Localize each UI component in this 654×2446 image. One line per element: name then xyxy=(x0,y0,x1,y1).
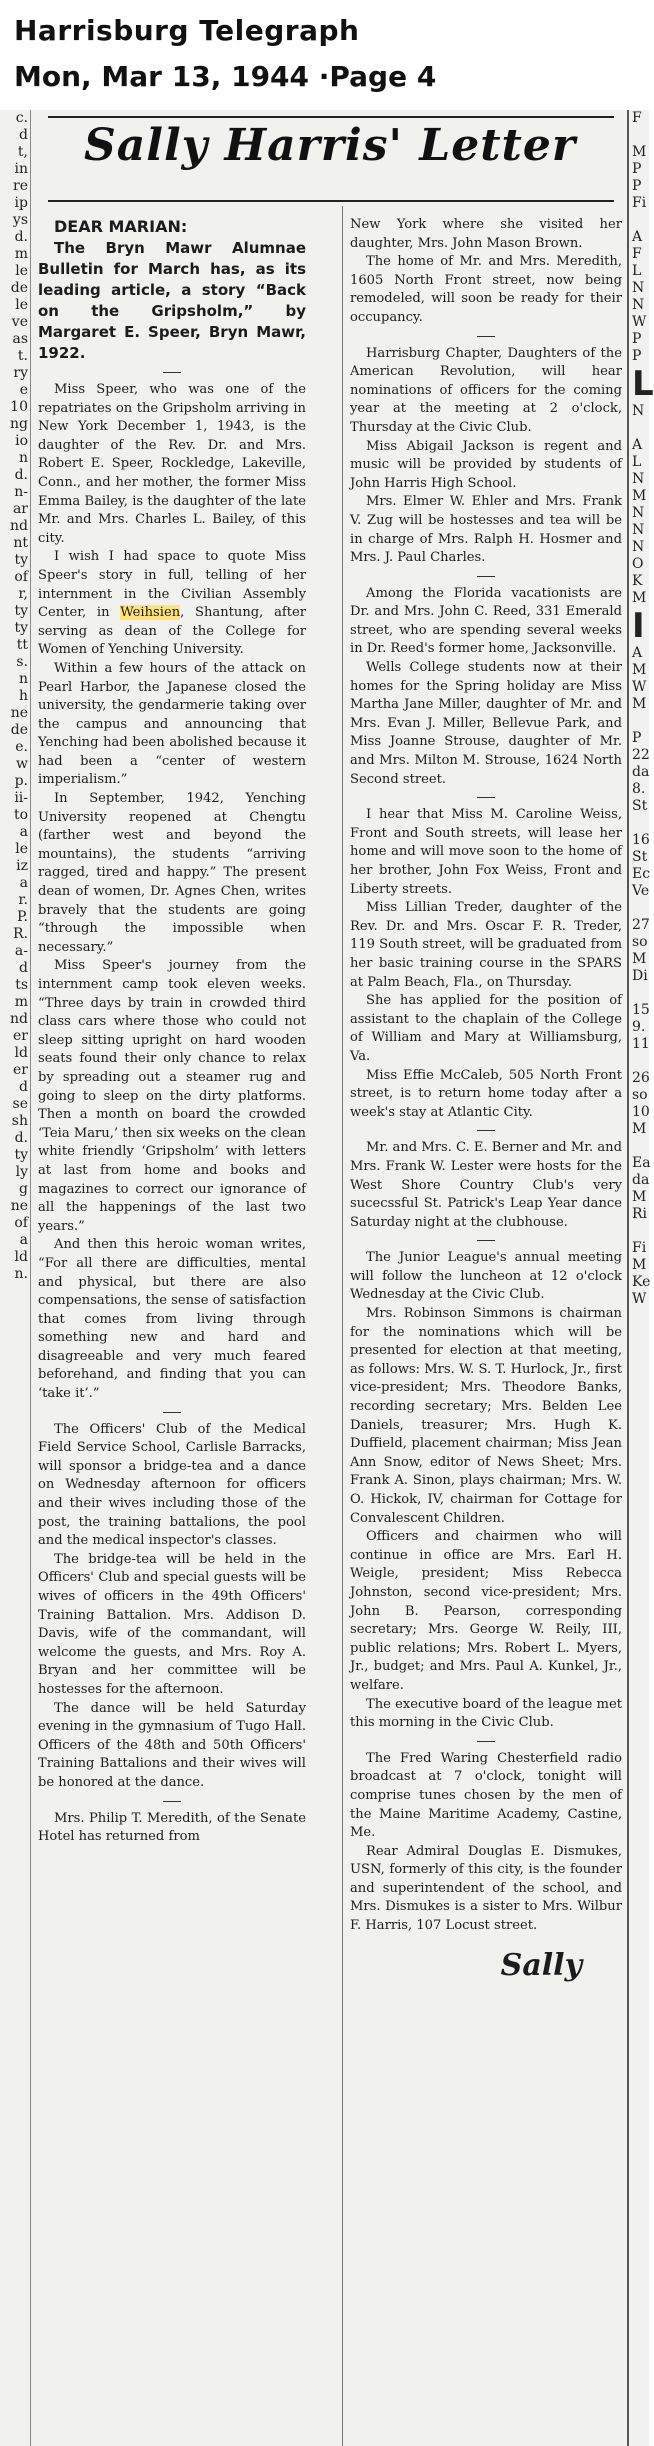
separator xyxy=(163,1801,181,1802)
right-fragment: Ec xyxy=(632,866,651,882)
left-fragment: ty xyxy=(14,603,28,619)
right-fragment: so xyxy=(632,1087,648,1103)
separator xyxy=(477,1240,495,1241)
left-fragment: le xyxy=(15,297,28,313)
separator xyxy=(477,797,495,798)
left-fragment: s. xyxy=(16,654,28,670)
separator xyxy=(477,1741,495,1742)
right-fragment: F xyxy=(632,110,642,126)
right-fragment: 27 xyxy=(632,917,650,933)
paragraph: Mrs. Philip T. Meredith, of the Senate Hotel has returned from xyxy=(38,1810,306,1845)
right-fragment: M xyxy=(632,488,647,504)
left-fragment: m xyxy=(14,994,28,1010)
lead-paragraph: The Bryn Mawr Alumnae Bulletin for March has, as its leading article, a story “Back on the Gripsholm,” by Margaret E. Speer, Bryn Mawr, 1922. xyxy=(38,239,306,362)
left-fragment: m xyxy=(14,246,28,262)
right-fragment: P xyxy=(632,730,642,746)
right-fragment: P xyxy=(632,331,642,347)
right-fragment xyxy=(629,127,651,144)
left-fragment: iz xyxy=(16,858,28,874)
left-fragment: ng xyxy=(10,416,28,432)
right-fragment: F xyxy=(632,246,642,262)
separator xyxy=(477,1130,495,1131)
newspaper-title: Harrisburg Telegraph xyxy=(14,14,360,47)
right-fragment: W xyxy=(632,679,647,695)
text-run: , Shantung, after serving as dean of the College for Women of Yenching University. xyxy=(38,605,306,658)
right-fragment: M xyxy=(632,590,647,606)
article-column-right xyxy=(350,216,622,2446)
separator xyxy=(163,372,181,373)
left-fragment: a xyxy=(19,875,28,891)
left-fragment: n. xyxy=(14,1266,28,1282)
left-fragment: ys xyxy=(12,212,28,228)
paragraph: The dance will be held Saturday evening in the gymnasium of Tugo Hall. Officers of the 48th and 50th Officers' Training Battalions and their wives will be honored at the dance. xyxy=(38,1700,306,1790)
highlighted-word: Weihsien xyxy=(120,605,181,621)
paragraph: The Officers' Club of the Medical Field Service School, Carlisle Barracks, will sponsor a bridge-tea and a dance on Wednesday afternoon for officers and their wives including those of the post, the training battalions, the pool and the medical inspector's classes. xyxy=(38,1421,306,1549)
right-fragment xyxy=(629,1138,651,1155)
paragraph: Among the Florida vacationists are Dr. and Mrs. John C. Reed, 331 Emerald street, who are spending several weeks in Dr. Reed's former home, Jacksonville. xyxy=(350,585,622,657)
left-fragment: se xyxy=(12,1096,28,1112)
paragraph: Miss Effie McCaleb, 505 North Front street, is to return home today after a week's stay at Atlantic City. xyxy=(350,1067,622,1120)
left-fragment: r. xyxy=(18,892,28,908)
left-fragment: ts xyxy=(15,977,28,993)
right-fragment: 22 xyxy=(632,747,650,763)
right-fragment: 10 xyxy=(632,1104,650,1120)
right-fragment xyxy=(629,985,651,1002)
column-banner xyxy=(40,110,620,206)
paragraph: The Junior League's annual meeting will follow the luncheon at 12 o'clock Wednesday at the Civic Club. xyxy=(350,1250,622,1303)
paragraph: And then this heroic woman writes, “For all there are difficulties, mental and physical, but there are also compensations, the sense of satisfaction that comes from living through something new and hard and disagreeable and very much feared beforehand, and finding that you can ‘take it’.” xyxy=(38,1237,307,1402)
left-fragment: le xyxy=(15,841,28,857)
left-fragment: ty xyxy=(14,620,28,636)
right-fragment: 16 xyxy=(632,832,650,848)
right-fragment: 11 xyxy=(632,1036,650,1052)
right-fragment: da xyxy=(632,764,650,780)
right-fragment: so xyxy=(632,934,648,950)
left-fragment: er xyxy=(13,1028,28,1044)
paragraph: Mr. and Mrs. C. E. Berner and Mr. and Mrs. Frank W. Lester were hosts for the West Shore Country Club's very sucecssful St. Patrick's Leap Year dance Saturday night at the clubhouse. xyxy=(350,1140,622,1230)
right-fragment: W xyxy=(632,314,647,330)
article-column-left xyxy=(38,216,306,2446)
right-fragment: St xyxy=(632,798,648,814)
left-fragment: of xyxy=(14,569,28,585)
paragraph: Miss Abigail Jackson is regent and music will be provided by students of John Harris High School. xyxy=(350,438,622,491)
left-fragment: ry xyxy=(13,365,28,381)
banner-rule-top xyxy=(48,116,614,118)
paragraph: New York where she visited her daughter, Mrs. John Mason Brown. xyxy=(350,217,622,251)
right-fragment: M xyxy=(632,1257,647,1273)
left-fragment: ty xyxy=(14,552,28,568)
right-fragment xyxy=(629,1223,651,1240)
left-fragment: e xyxy=(19,382,28,398)
date-page-line: Mon, Mar 13, 1944 ·Page 4 xyxy=(14,60,437,93)
right-fragment: Di xyxy=(632,968,648,984)
newspaper-page xyxy=(0,110,654,2446)
right-fragment: St xyxy=(632,849,648,865)
paragraph: Harrisburg Chapter, Daughters of the American Revolution, will hear nominations of officers for the coming year at the meeting at 2 o'clock, Thursday at the Civic Club. xyxy=(350,345,622,435)
right-fragment: Fi xyxy=(632,1240,647,1256)
right-fragment: W xyxy=(632,1291,647,1307)
right-fragment xyxy=(629,713,651,730)
right-fragment: 8. xyxy=(632,781,646,797)
left-fragment: h xyxy=(18,688,28,704)
paragraph: Wells College students now at their homes for the Spring holiday are Miss Martha Jane Miller, daughter of Mr. and Mrs. Evan J. Miller, Bellevue Park, and Miss Joanne Strouse, daughter of Mr. and Mrs. Milton M. Strouse, 1624 North Second street. xyxy=(350,660,622,787)
right-fragment: Ve xyxy=(632,883,650,899)
left-fragment: ii- xyxy=(14,790,28,806)
paragraph: Rear Admiral Douglas E. Dismukes, USN, formerly of this city, is the founder and superintendent of the school, and Mrs. Dismukes is a sister to Mrs. Wilbur F. Harris, 107 Locust street. xyxy=(350,1843,622,1934)
left-fragment: P. xyxy=(16,909,28,925)
right-fragment: M xyxy=(632,144,647,160)
right-fragment: A xyxy=(632,645,643,661)
left-fragment: le xyxy=(15,263,28,279)
left-fragment: n xyxy=(18,671,28,687)
right-fragment: Fi xyxy=(632,195,647,211)
left-fragment: er xyxy=(13,1062,28,1078)
left-fragment: d xyxy=(19,127,28,143)
left-fragment: ne xyxy=(10,705,28,721)
left-fragment: de xyxy=(10,280,28,296)
right-margin-fragments xyxy=(627,110,654,2446)
right-fragment: M xyxy=(632,662,647,678)
paragraph: Miss Speer's journey from the internment camp took eleven weeks. “Three days by train in crowded third class cars where those who could not sleep sitting upright on hard wooden seats found their only chance to relax by spreading out a steamer rug and going to sleep on the dirty platforms. Then a month on board the crowded ‘Teia Maru,’ then six weeks on the clean white friendly ‘Gripsholm’ with letters at last from home and books and magazines to correct our ignorance of all the happenings of the last two years.” xyxy=(38,958,306,1234)
signature: Sally xyxy=(500,1947,582,1983)
right-fragment-big-l: L xyxy=(632,364,654,404)
left-fragment: p. xyxy=(14,773,28,789)
left-fragment: sh xyxy=(11,1113,28,1129)
right-fragment: Ke xyxy=(632,1274,651,1290)
paragraph: I hear that Miss M. Caroline Weiss, Front and South streets, will lease her home and will move soon to the home of her brother, John Fox Weiss, Front and Liberty streets. xyxy=(350,807,622,897)
left-fragment: d. xyxy=(14,229,28,245)
right-fragment-big-i: I xyxy=(632,606,645,646)
paragraph: She has applied for the position of assistant to the chaplain of the College of William and Mary at Williamsburg, Va. xyxy=(350,993,622,1064)
left-fragment: g xyxy=(19,1181,28,1197)
left-fragment: e. xyxy=(15,739,28,755)
left-fragment: a xyxy=(19,824,28,840)
right-fragment: P xyxy=(632,348,642,364)
right-fragment: N xyxy=(632,522,645,538)
left-fragment: to xyxy=(13,807,28,823)
left-fragment: nd xyxy=(10,1011,28,1027)
right-fragment xyxy=(629,212,651,229)
right-fragment: L xyxy=(632,454,642,470)
left-fragment: t. xyxy=(17,348,28,364)
paragraph: The executive board of the league met this morning in the Civic Club. xyxy=(350,1696,622,1731)
right-fragment: Ea xyxy=(632,1155,651,1171)
left-fragment: ty xyxy=(14,1147,28,1163)
paragraph: Miss Speer, who was one of the repatriates on the Gripsholm arriving in New York December 1, 1943, is the daughter of the Rev. Dr. and Mrs. Robert E. Speer, Rockledge, Lakeville, Conn., and her mother, the former Miss Emma Bailey, is the daughter of the late Mr. and Mrs. Charles L. Bailey, of this city. xyxy=(38,382,306,546)
left-margin-fragments xyxy=(0,110,31,2446)
left-fragment: d. xyxy=(14,1130,28,1146)
left-fragment: of xyxy=(14,1215,28,1231)
right-fragment: N xyxy=(632,539,645,555)
separator xyxy=(163,1412,181,1413)
left-fragment: ar xyxy=(12,501,28,517)
right-fragment: A xyxy=(632,437,643,453)
right-fragment: L xyxy=(632,263,642,279)
right-fragment: N xyxy=(632,403,645,419)
right-fragment xyxy=(629,815,651,832)
right-fragment: N xyxy=(632,280,645,296)
left-fragment: r, xyxy=(18,586,28,602)
left-fragment: R. xyxy=(13,926,28,942)
right-fragment xyxy=(629,900,651,917)
right-fragment: A xyxy=(632,229,643,245)
right-fragment: K xyxy=(632,573,643,589)
left-fragment: nt xyxy=(13,535,28,551)
paragraph: The home of Mr. and Mrs. Meredith, 1605 North Front street, now being remodeled, will soon be ready for their occupancy. xyxy=(350,254,622,325)
right-fragment: da xyxy=(632,1172,650,1188)
right-fragment: P xyxy=(632,178,642,194)
right-fragment: N xyxy=(632,297,645,313)
paragraph: Miss Lillian Treder, daughter of the Rev. Dr. and Mrs. Oscar F. R. Treder, 119 South street, will be graduated from her basic training course in the SPARS at Palm Beach, Fla., on Thursday. xyxy=(350,900,622,990)
left-fragment: a xyxy=(19,1232,28,1248)
banner-rule-bottom xyxy=(48,200,614,202)
right-fragment: M xyxy=(632,1121,647,1137)
right-fragment: Ri xyxy=(632,1206,648,1222)
left-fragment: ve xyxy=(11,314,28,330)
left-fragment: tt xyxy=(16,637,28,653)
left-fragment: ip xyxy=(14,195,28,211)
left-fragment: 10 xyxy=(10,399,28,415)
right-fragment xyxy=(629,1053,651,1070)
left-fragment: d. xyxy=(14,467,28,483)
left-fragment: d xyxy=(19,960,28,976)
paragraph: In September, 1942, Yenching University reopened at Chengtu (farther west and beyond the mountains), the students “arriving ragged, tired and happy.” The present dean of women, Dr. Agnes Chen, writes bravely that the students are going “through the impossible when necessary.” xyxy=(38,791,306,955)
right-fragment: M xyxy=(632,1189,647,1205)
left-fragment: de xyxy=(10,722,28,738)
text-run: I wish I had space to quote Miss Speer's story in full, telling of her internment in the Civilian Assembly Center, in xyxy=(38,549,306,621)
left-fragment: io xyxy=(15,433,28,449)
paragraph: Officers and chairmen who will continue in office are Mrs. Earl H. Weigle, president; Miss Rebecca Johnston, second vice-president; Mrs. John B. Pearson, corresponding secretary; Mrs. George W. Reily, III, public relations; Mrs. Robert L. Myers, Jr., budget; and Mrs. Paul A. Kunkel, Jr., welfare. xyxy=(350,1529,622,1693)
right-fragment: 15 xyxy=(632,1002,650,1018)
left-fragment: re xyxy=(13,178,28,194)
paragraph: The Fred Waring Chesterfield radio broadcast at 7 o'clock, tonight will comprise tunes chosen by the men of the Maine Maritime Academy, Castine, Me. xyxy=(350,1750,622,1841)
left-fragment: in xyxy=(14,161,28,177)
right-fragment xyxy=(629,420,651,437)
left-fragment: n- xyxy=(14,484,28,500)
paragraph: Mrs. Robinson Simmons is chairman for the nominations which will be presented for election at that meeting, as follows: Mrs. W. S. T. Hurlock, Jr., first vice-president; Mrs. Theodore Banks, recording secretary; Mrs. Belden Lee Daniels, treasurer; Mrs. Hugh K. Duffield, placement chairman; Miss Jean Ann Snow, editor of News Sheet; Mrs. Frank A. Sinon, plays chairman; Mrs. W. O. Hickok, IV, chairman for Cottage for Convalescent Children. xyxy=(350,1306,622,1526)
paragraph: Within a few hours of the attack on Pearl Harbor, the Japanese closed the university, the gendarmerie taking over the campus and announcing that Yenching had been abolished because it had been a “center of western imperialism.” xyxy=(38,660,306,788)
right-fragment: P xyxy=(632,161,642,177)
left-fragment: ld xyxy=(14,1045,28,1061)
left-fragment: c. xyxy=(15,110,28,126)
left-fragment: d xyxy=(19,1079,28,1095)
left-fragment: as xyxy=(12,331,28,347)
left-fragment: t, xyxy=(17,144,28,160)
left-fragment: ly xyxy=(15,1164,28,1180)
column-divider xyxy=(342,206,343,2446)
separator xyxy=(477,336,495,337)
left-fragment: w xyxy=(16,756,28,772)
banner-title: Sally Harris' Letter xyxy=(83,120,577,171)
right-fragment: M xyxy=(632,951,647,967)
right-fragment: N xyxy=(632,505,645,521)
right-fragment: 9. xyxy=(632,1019,646,1035)
right-fragment: 26 xyxy=(632,1070,650,1086)
left-fragment: ne xyxy=(10,1198,28,1214)
right-fragment: O xyxy=(632,556,644,572)
left-fragment: nd xyxy=(10,518,28,534)
page-header xyxy=(0,0,649,110)
left-fragment: n xyxy=(18,450,28,466)
salutation: DEAR MARIAN: xyxy=(54,217,188,236)
paragraph: The bridge-tea will be held in the Officers' Club and special guests will be wives of officers in the 49th Officers' Training Battalion. Mrs. Addison D. Davis, wife of the commandant, will welcome the guests, and Mrs. Roy A. Bryan and her committee will be hostesses for the afternoon. xyxy=(38,1551,306,1697)
paragraph-weihsien xyxy=(38,548,306,660)
paragraph: Mrs. Elmer W. Ehler and Mrs. Frank V. Zug will be hostesses and tea will be in charge of Mrs. Ralph H. Hosmer and Mrs. J. Paul Charles. xyxy=(350,494,622,566)
right-fragment: N xyxy=(632,471,645,487)
left-fragment: a- xyxy=(14,943,28,959)
right-fragment: M xyxy=(632,696,647,712)
separator xyxy=(477,576,495,577)
left-fragment: ld xyxy=(14,1249,28,1265)
